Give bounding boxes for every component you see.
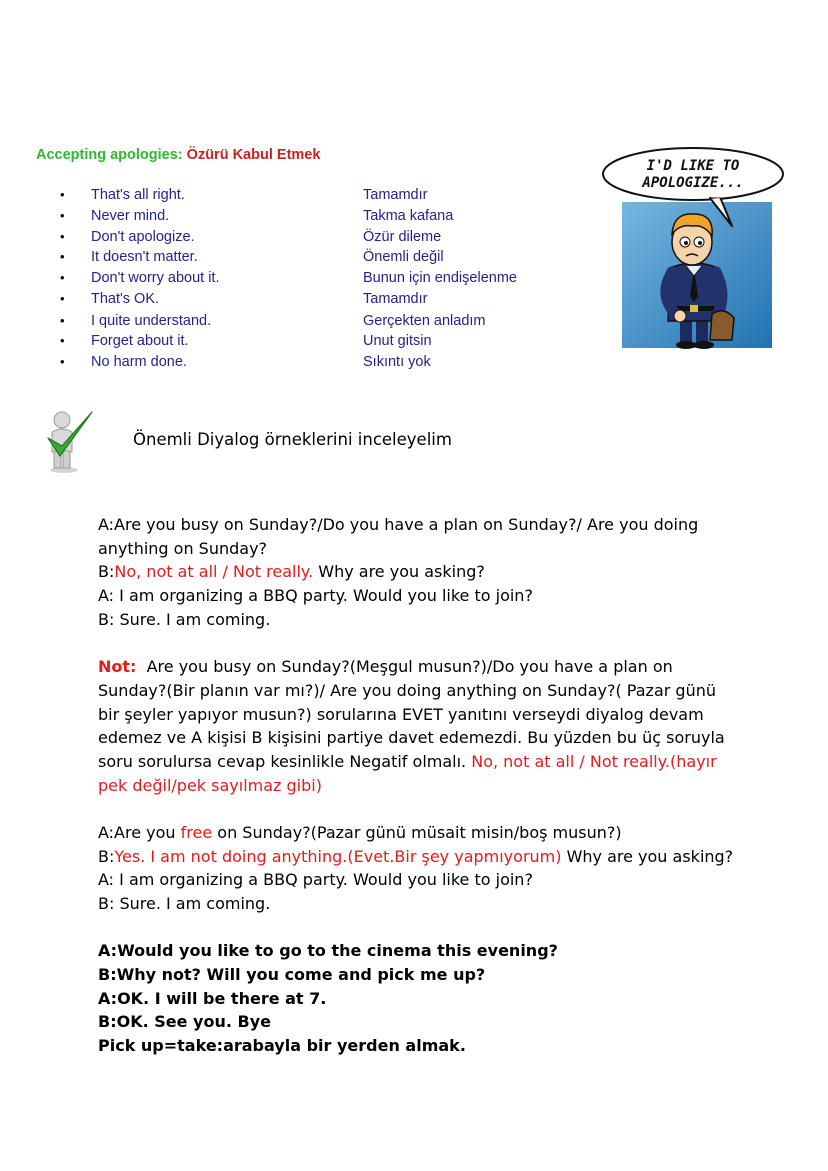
highlight-answer: Yes. I am not doing anything.(Evet.Bir şey yapmıyorum) bbox=[114, 846, 562, 866]
phrase-tr: Bunun için endişelenme bbox=[363, 270, 517, 286]
note-line3: bir şeyler yapıyor musun?) sorularına EVET yanıtını verseydi diyalog devam bbox=[98, 704, 704, 724]
speaker-b: B: bbox=[98, 846, 115, 866]
note-line1 bbox=[98, 655, 798, 679]
phrase-tr: Unut gitsin bbox=[363, 333, 432, 349]
phrase-tr: Tamamdır bbox=[363, 291, 428, 307]
bubble-line-2: APOLOGIZE... bbox=[642, 175, 744, 191]
phrase-tr: Önemli değil bbox=[363, 249, 444, 265]
bullet: • bbox=[60, 208, 65, 223]
bullet: • bbox=[60, 333, 65, 348]
dialog3-line1: A:Would you like to go to the cinema this evening? bbox=[98, 941, 558, 961]
checkmark-person-icon bbox=[40, 408, 96, 474]
dialog2-line2-rest: Why are you asking? bbox=[561, 846, 734, 866]
dialog2-line1-b: on Sunday?(Pazar günü müsait misin/boş musun?) bbox=[212, 822, 622, 842]
phrase-en: Don't worry about it. bbox=[91, 270, 220, 286]
apologizing-man-illustration bbox=[600, 146, 792, 350]
note-line1-text: Are you busy on Sunday?(Meşgul musun?)/Do you have a plan on bbox=[136, 657, 673, 677]
dialog2-line1 bbox=[98, 821, 798, 845]
apology-title bbox=[36, 147, 320, 163]
bullet: • bbox=[60, 187, 65, 202]
highlight-answer: No, not at all / Not really. bbox=[114, 562, 314, 582]
phrase-en: It doesn't matter. bbox=[91, 249, 198, 265]
bullet: • bbox=[60, 313, 65, 328]
phrase-en: That's all right. bbox=[91, 187, 185, 203]
bullet: • bbox=[60, 270, 65, 285]
highlight-free: free bbox=[180, 822, 213, 842]
note-line6: pek değil/pek sayılmaz gibi) bbox=[98, 775, 322, 795]
note-highlight: No, not at all / Not really.(hayır bbox=[471, 751, 717, 771]
phrase-en: No harm done. bbox=[91, 354, 187, 370]
phrase-tr: Özür dileme bbox=[363, 229, 442, 245]
dialog1-line3-rest: Why are you asking? bbox=[313, 562, 485, 582]
phrase-en: Don't apologize. bbox=[91, 229, 195, 245]
note-line5 bbox=[98, 750, 798, 774]
apology-title-en: Accepting apologies: bbox=[36, 147, 183, 163]
dialog2-line4: B: Sure. I am coming. bbox=[98, 894, 271, 913]
note-line2: Sunday?(Bir planın var mı?)/ Are you doing anything on Sunday?( Pazar günü bbox=[98, 680, 716, 700]
dialog1-line5: B: Sure. I am coming. bbox=[98, 609, 271, 629]
dialog1-line4: A: I am organizing a BBQ party. Would you like to join? bbox=[98, 586, 533, 606]
dialog3-line4: B:OK. See you. Bye bbox=[98, 1012, 271, 1032]
bullet: • bbox=[60, 249, 65, 264]
phrase-tr: Takma kafana bbox=[363, 208, 454, 224]
speaker-b: B: bbox=[98, 562, 115, 582]
note-label: Not: bbox=[98, 657, 137, 677]
phrase-tr: Gerçekten anladım bbox=[363, 313, 486, 329]
note-line4: edemez ve A kişisi B kişisini partiye davet edemezdi. Bu yüzden bu üç soruyla bbox=[98, 728, 725, 748]
phrase-tr: Sıkıntı yok bbox=[363, 354, 431, 370]
dialog-content bbox=[98, 513, 798, 1058]
dialog2-line1-a: A:Are you bbox=[98, 822, 181, 842]
phrase-tr: Tamamdır bbox=[363, 187, 428, 203]
bullet: • bbox=[60, 291, 65, 306]
section-heading: Önemli Diyalog örneklerini inceleyelim bbox=[133, 430, 452, 449]
dialog3-line2: B:Why not? Will you come and pick me up? bbox=[98, 965, 486, 985]
phrase-en: Never mind. bbox=[91, 208, 170, 224]
phrase-en: That's OK. bbox=[91, 291, 160, 307]
dialog1-line3 bbox=[98, 560, 798, 584]
bullet: • bbox=[60, 229, 65, 244]
dialog2-line2 bbox=[98, 845, 798, 869]
bubble-line-1: I'D LIKE TO bbox=[646, 158, 740, 174]
note-line5-text: soru sorulursa cevap kesinlikle Negatif olmalı. bbox=[98, 751, 472, 771]
vocab-note: Pick up=take:arabayla bir yerden almak. bbox=[98, 1036, 466, 1056]
dialog1-line2: anything on Sunday? bbox=[98, 538, 268, 558]
phrase-en: Forget about it. bbox=[91, 333, 189, 349]
dialog3-line3: A:OK. I will be there at 7. bbox=[98, 988, 327, 1008]
dialog2-line3: A: I am organizing a BBQ party. Would you like to join? bbox=[98, 870, 533, 890]
dialog1-line1: A:Are you busy on Sunday?/Do you have a plan on Sunday?/ Are you doing bbox=[98, 515, 699, 534]
apology-title-tr: Özürü Kabul Etmek bbox=[186, 147, 321, 163]
phrase-en: I quite understand. bbox=[91, 313, 212, 329]
bullet: • bbox=[60, 354, 65, 369]
